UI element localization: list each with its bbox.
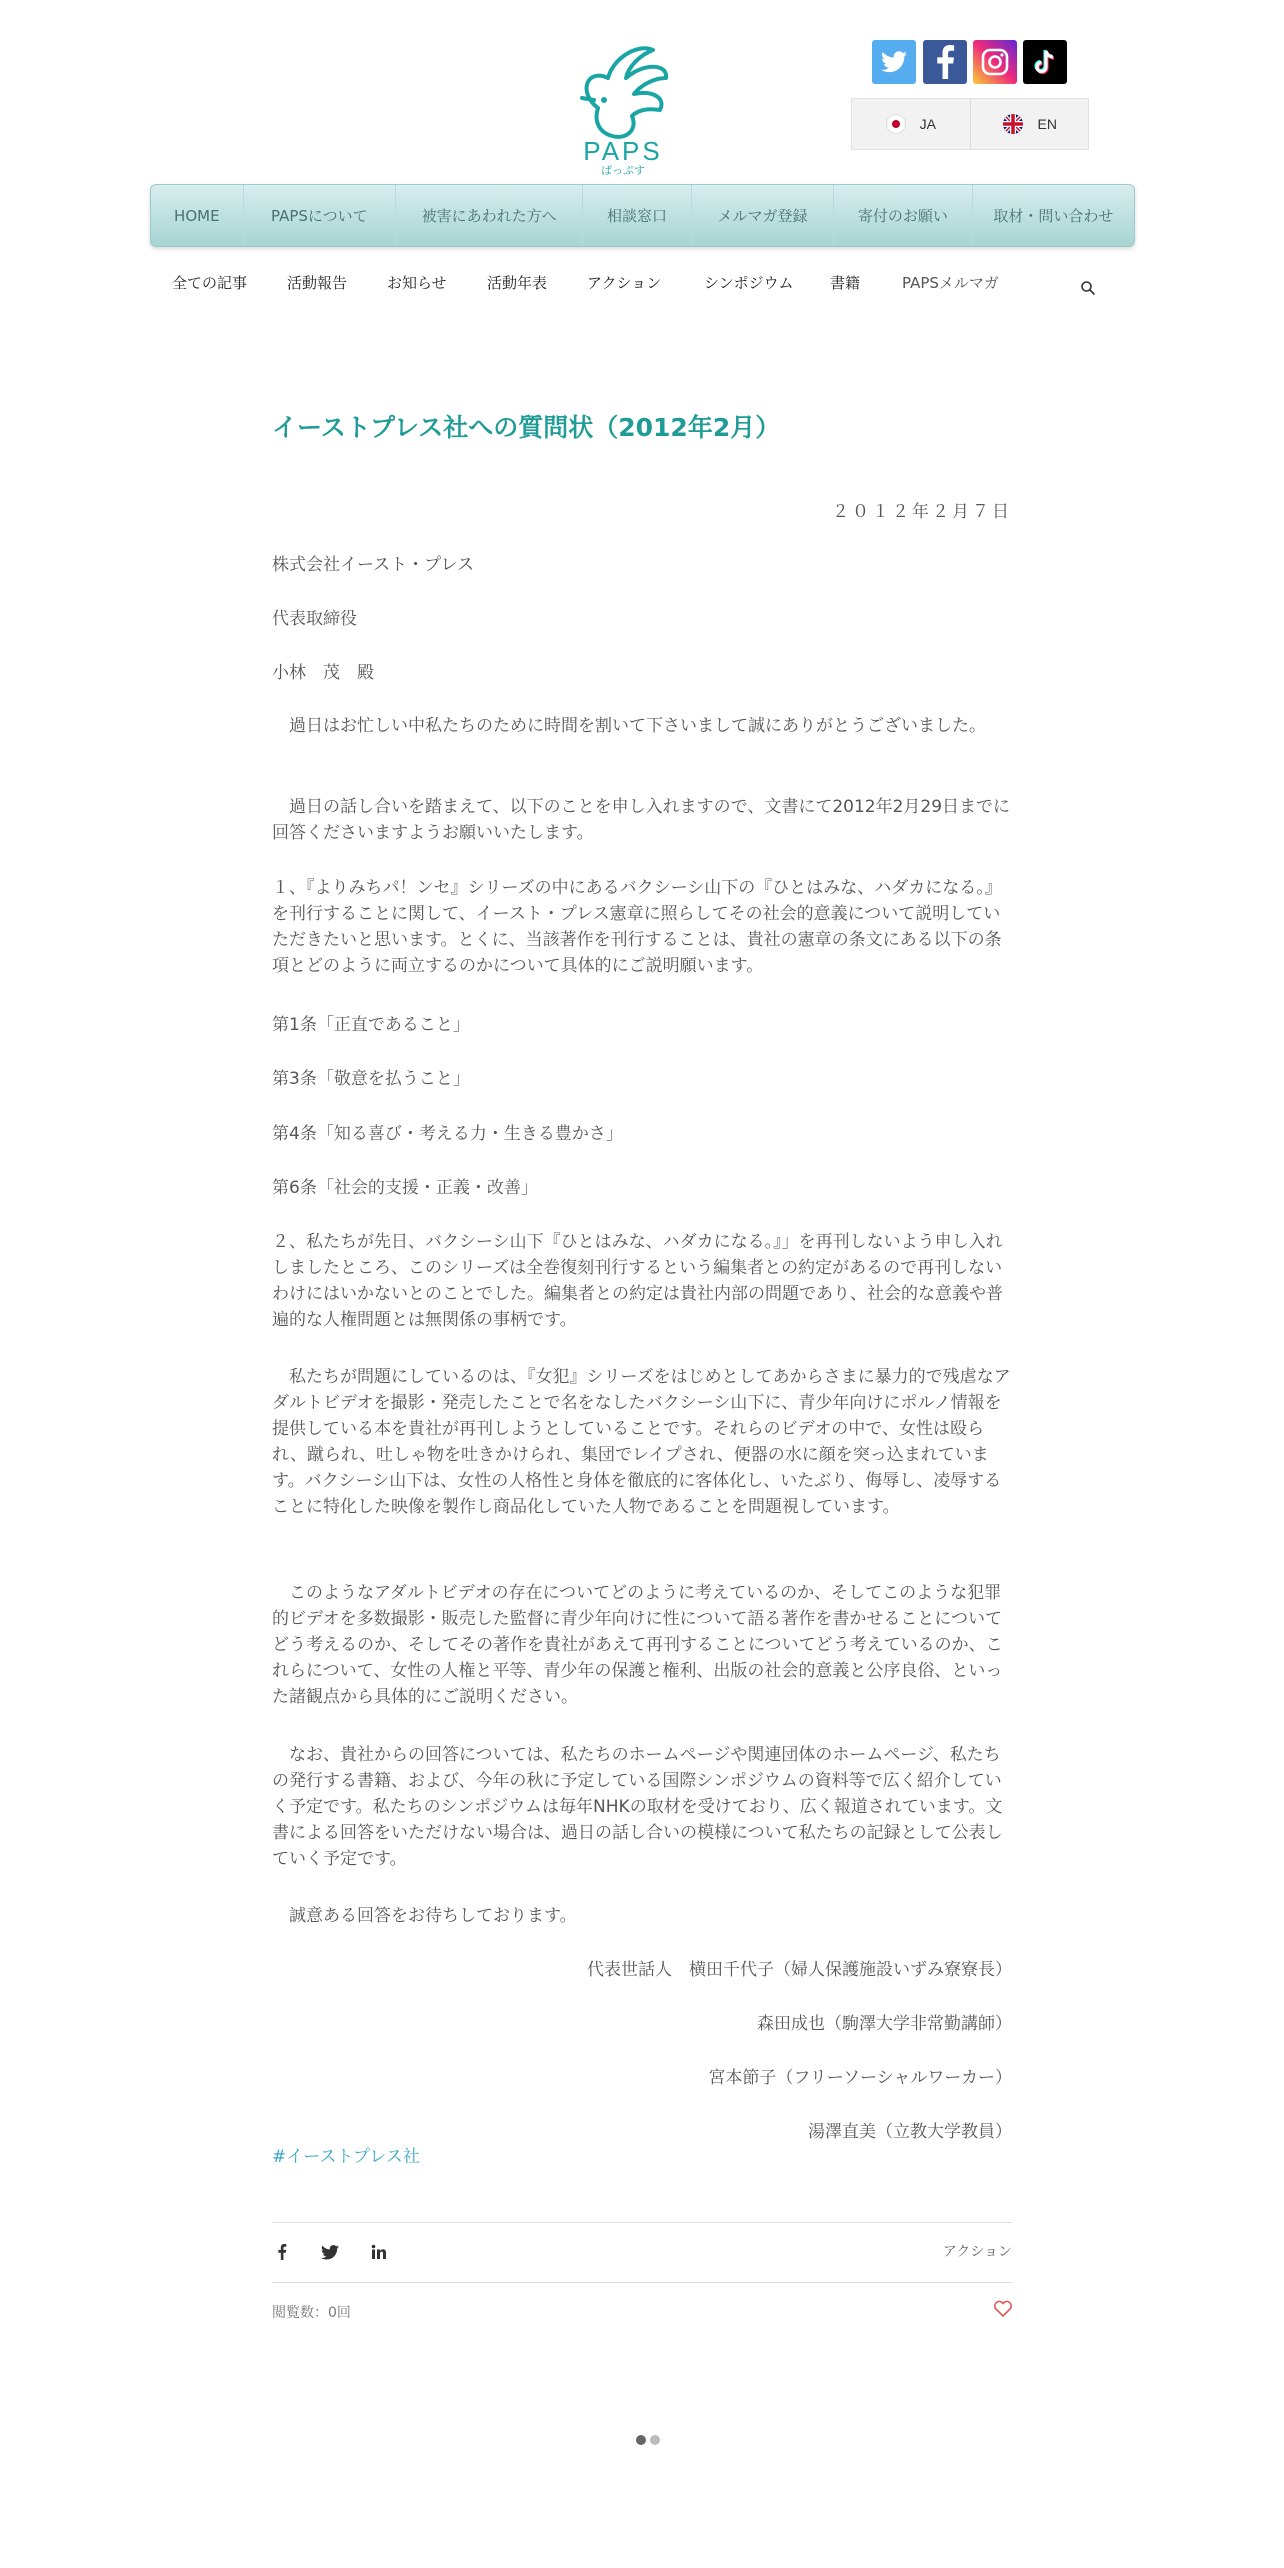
paragraph-8: 誠意ある回答をお待ちしております。: [272, 1906, 577, 1926]
japan-flag-icon: [886, 114, 906, 134]
instagram-icon[interactable]: [973, 40, 1017, 84]
paragraph-4: ２、私たちが先日、バクシーシ山下『ひとはみな、ハダカになる。』」を再刊しないよう申し入れしましたところ、このシリーズは全巻復刻刊行するという編集者との約定があるので再刊しないわけにはいかないとのことでした。編集者との約定は貴社内部の問題であり、社会的な意義や普遍的な人権問題とは無関係の事柄です。: [272, 1232, 1003, 1330]
twitter-share-icon[interactable]: [320, 2242, 340, 2262]
paragraph-3: １、『よりみちパ！ンセ』シリーズの中にあるバクシーシ山下の『ひとはみな、ハダカになる。』を刊行することに関して、イースト・プレス憲章に照らしてその社会的意義について説明していただきたいと思います。とくに、当該著作を刊行することは、貴社の憲章の条文にある以下の条項とどのように両立するのかについて具体的にご説明願います。: [272, 878, 1002, 976]
divider: [272, 2282, 1012, 2283]
charter-article-3: 第3条「敬意を払うこと」: [272, 1069, 470, 1089]
logo-wordmark: PAPS: [583, 136, 663, 166]
uk-flag-icon: [1002, 113, 1024, 135]
paragraph-7: なお、貴社からの回答については、私たちのホームページや関連団体のホームページ、私たちの発行する書籍、および、今年の秋に予定している国際シンポジウムの資料等で広く紹介していく予定です。私たちのシンポジウムは毎年NHKの取材を受けており、広く報道されています。文書による回答をいただけない場合は、過日の話し合いの模様について私たちの記録として公表していく予定です。: [272, 1745, 1003, 1869]
main-navigation: [150, 184, 1135, 247]
divider: [272, 2222, 1012, 2223]
twitter-icon[interactable]: [872, 40, 916, 84]
signature-2: 森田成也（駒澤大学非常勤講師）: [757, 2014, 1012, 2034]
language-en-label: EN: [1037, 116, 1057, 132]
language-switcher: [851, 98, 1089, 150]
paragraph-6: このようなアダルトビデオの存在についてどのように考えているのか、そしてこのような犯罪的ビデオを多数撮影・販売した監督に青少年向けに性について語る著作を書かせることについてどう考えるのか、そしてその著作を貴社があえて再刊することについてどう考えているのか、これらについて、女性の人権と平等、青少年の保護と権利、出版の社会的意義と公序良俗、といった諸観点から具体的にご説明ください。: [272, 1583, 1003, 1707]
signature-3: 宮本節子（フリーソーシャルワーカー）: [708, 2068, 1012, 2088]
charter-article-6: 第6条「社会的支援・正義・改善」: [272, 1178, 538, 1198]
addressee-company: 株式会社イースト・プレス: [272, 555, 474, 575]
addressee-title: 代表取締役: [272, 609, 357, 629]
heart-like-icon[interactable]: [992, 2298, 1014, 2320]
facebook-icon[interactable]: [923, 40, 967, 84]
paragraph-5: 私たちが問題にしているのは、『女犯』シリーズをはじめとしてあからさまに暴力的で残虐なアダルトビデオを撮影・発売したことで名をなしたバクシーシ山下に、青少年向けにポルノ情報を提供している本を貴社が再刊しようとしていることです。それらのビデオの中で、女性は殴られ、蹴られ、吐しゃ物を吐きかけられ、集団でレイプされ、便器の水に顔を突っ込まれています。バクシーシ山下は、女性の人格性と身体を徹底的に客体化し、いたぶり、侮辱し、凌辱することに特化した映像を製作し商品化していた人物であることを問題視しています。: [272, 1367, 1011, 1517]
category-news[interactable]: お知らせ: [387, 274, 447, 292]
nav-victims[interactable]: 被害にあわれた方へ: [396, 185, 583, 246]
view-count: 閲覧数：0回: [272, 2305, 351, 2321]
signature-1: 代表世話人 横田千代子（婦人保護施設いずみ寮寮長）: [587, 1960, 1012, 1980]
category-symposium[interactable]: シンポジウム: [704, 274, 794, 292]
logo-subtitle: ぱっぷす: [601, 164, 645, 177]
nav-newsletter-signup[interactable]: メルマガ登録: [692, 185, 834, 246]
nav-consultation[interactable]: 相談窓口: [583, 185, 692, 246]
pagination-dots: [636, 2435, 660, 2445]
language-ja-button[interactable]: [852, 99, 970, 149]
nav-home[interactable]: HOME: [151, 185, 244, 246]
language-ja-label: JA: [919, 116, 936, 132]
category-books[interactable]: 書籍: [830, 274, 861, 292]
facebook-share-icon[interactable]: [272, 2242, 292, 2262]
search-icon[interactable]: [1080, 280, 1096, 296]
category-timeline[interactable]: 活動年表: [487, 274, 548, 292]
category-all-posts[interactable]: 全ての記事: [172, 274, 248, 292]
paragraph-2: 過日の話し合いを踏まえて、以下のことを申し入れますので、文書にて2012年2月29日までに回答くださいますようお願いいたします。: [272, 797, 1011, 843]
category-activity-report[interactable]: 活動報告: [287, 274, 348, 292]
category-paps-newsletter[interactable]: PAPSメルマガ: [902, 274, 999, 292]
nav-about[interactable]: PAPSについて: [244, 185, 396, 246]
pagination-dot[interactable]: [650, 2435, 660, 2445]
language-en-button[interactable]: [970, 99, 1089, 149]
post-category-link[interactable]: アクション: [942, 2244, 1012, 2260]
category-action[interactable]: アクション: [587, 274, 662, 292]
letter-date: ２０１２年２月７日: [832, 502, 1012, 522]
charter-article-4: 第4条「知る喜び・考える力・生きる豊かさ」: [272, 1124, 623, 1144]
paragraph-1: 過日はお忙しい中私たちのために時間を割いて下さいまして誠にありがとうございました。: [272, 716, 986, 736]
charter-article-1: 第1条「正直であること」: [272, 1015, 470, 1035]
linkedin-share-icon[interactable]: [369, 2242, 389, 2262]
signature-4: 湯澤直美（立教大学教員）: [808, 2122, 1012, 2142]
nav-donation[interactable]: 寄付のお願い: [834, 185, 972, 246]
article-title: イーストプレス社への質問状（2012年2月）: [272, 413, 781, 442]
addressee-name: 小林 茂 殿: [272, 663, 374, 683]
tiktok-icon[interactable]: [1023, 40, 1067, 84]
pagination-dot-active[interactable]: [636, 2435, 646, 2445]
hashtag-link[interactable]: #イーストプレス社: [272, 2147, 420, 2167]
nav-contact[interactable]: 取材・問い合わせ: [993, 207, 1114, 225]
